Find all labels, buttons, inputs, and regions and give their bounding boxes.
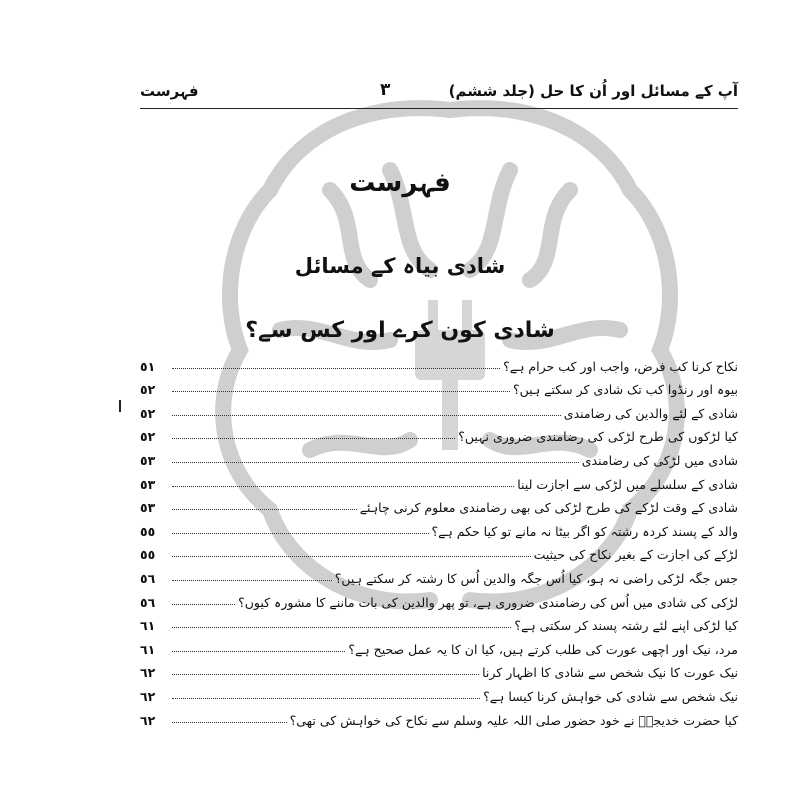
toc-row[interactable] xyxy=(140,539,738,563)
page-title: فہرست xyxy=(349,168,451,198)
toc-row[interactable] xyxy=(140,350,738,374)
toc-page-number: ٥٢ xyxy=(140,382,156,398)
toc-page-number: ٦٢ xyxy=(140,665,156,681)
chapter-title: شادی بیاہ کے مسائل xyxy=(294,254,506,278)
toc-page-number: ٥٣ xyxy=(140,452,156,468)
leader-dots xyxy=(172,698,480,699)
toc-entry-title: بیوہ اور رنڈوا کب تک شادی کر سکتے ہیں؟ xyxy=(512,382,738,398)
leader-dots xyxy=(172,580,332,581)
toc-entry-title: کیا لڑکوں کی طرح لڑکی کی رضامندی ضروری نہیں؟ xyxy=(458,429,738,445)
running-header xyxy=(140,80,738,108)
leader-dots xyxy=(172,462,579,463)
toc-page-number: ٥١ xyxy=(140,358,156,374)
toc-page-number: ٥٢ xyxy=(140,405,156,421)
page-number: ٣ xyxy=(380,80,391,100)
toc-page-number: ٥٦ xyxy=(140,594,156,610)
leader-dots xyxy=(172,415,561,416)
leader-dots xyxy=(172,486,514,487)
toc-row[interactable] xyxy=(140,374,738,398)
toc-row[interactable] xyxy=(140,492,738,516)
toc-entry-title: شادی کے وقت لڑکے کی طرح لڑکی کی بھی رضامندی معلوم کرنی چاہئے xyxy=(359,500,738,516)
toc-entry-title: کیا حضرت خدیجہؓ نے خود حضور صلی اللہ علیہ وسلم سے نکاح کی خواہش کی تھی؟ xyxy=(289,712,738,728)
toc-row[interactable] xyxy=(140,397,738,421)
toc-row[interactable] xyxy=(140,704,738,728)
toc-row[interactable] xyxy=(140,610,738,634)
toc-entry-title: کیا لڑکی اپنے لئے رشتہ پسند کر سکتی ہے؟ xyxy=(514,618,738,634)
toc-entry-title: مرد، نیک اور اچھی عورت کی طلب کرتے ہیں، کیا ان کا یہ عمل صحیح ہے؟ xyxy=(348,641,738,657)
toc-row[interactable] xyxy=(140,562,738,586)
toc-entry-title: شادی کے لئے والدین کی رضامندی xyxy=(563,405,738,421)
toc-page-number: ٥٥ xyxy=(140,523,156,539)
toc-entry-title: شادی میں لڑکی کی رضامندی xyxy=(581,452,738,468)
leader-dots xyxy=(172,674,479,675)
toc-row[interactable] xyxy=(140,633,738,657)
toc-page-number: ٦١ xyxy=(140,641,156,657)
toc-page-number: ٦٢ xyxy=(140,688,156,704)
toc-entry-title: نکاح کرنا کب فرض، واجب اور کب حرام ہے؟ xyxy=(503,358,738,374)
leader-dots xyxy=(172,533,429,534)
toc-entry-title: نیک شخص سے شادی کی خواہش کرنا کیسا ہے؟ xyxy=(483,688,738,704)
toc-row[interactable] xyxy=(140,515,738,539)
leader-dots xyxy=(172,651,345,652)
table-of-contents xyxy=(140,350,738,728)
toc-row[interactable] xyxy=(140,444,738,468)
toc-entry-title: جس جگہ لڑکی راضی نہ ہو، کیا اُس جگہ والدین اُس کا رشتہ کر سکتے ہیں؟ xyxy=(334,570,738,586)
toc-row[interactable] xyxy=(140,657,738,681)
leader-dots xyxy=(172,391,510,392)
leader-dots xyxy=(172,722,287,723)
toc-entry-title: لڑکے کی اجازت کے بغیر نکاح کی حیثیت xyxy=(533,547,738,563)
header-rule xyxy=(140,108,738,109)
leader-dots xyxy=(172,509,357,510)
leader-dots xyxy=(172,368,500,369)
toc-entry-title: شادی کے سلسلے میں لڑکی سے اجازت لینا xyxy=(517,476,738,492)
toc-page-number: ٥٣ xyxy=(140,476,156,492)
header-section: فہرست xyxy=(140,82,199,100)
leader-dots xyxy=(172,438,455,439)
toc-page-number: ٦٢ xyxy=(140,712,156,728)
toc-page-number: ٥٢ xyxy=(140,429,156,445)
section-title: شادی کون کرے اور کس سے؟ xyxy=(245,318,555,343)
toc-page-number: ٥٥ xyxy=(140,547,156,563)
leader-dots xyxy=(172,604,235,605)
toc-page-number: ٥٦ xyxy=(140,570,156,586)
toc-page-number: ٥٣ xyxy=(140,500,156,516)
leader-dots xyxy=(172,556,531,557)
book-title: آپ کے مسائل اور اُن کا حل (جلد ششم) xyxy=(448,82,738,100)
toc-entry-title: لڑکی کی شادی میں اُس کی رضامندی ضروری ہے، تو پھر والدین کی بات ماننے کا مشورہ کیوں؟ xyxy=(238,594,738,610)
toc-row[interactable] xyxy=(140,421,738,445)
toc-row[interactable] xyxy=(140,586,738,610)
toc-row[interactable] xyxy=(140,680,738,704)
margin-mark xyxy=(119,400,121,412)
toc-entry-title: نیک عورت کا نیک شخص سے شادی کا اظہار کرنا xyxy=(482,665,738,681)
leader-dots xyxy=(172,627,511,628)
toc-entry-title: والد کے پسند کردہ رشتہ کو اگر بیٹا نہ مانے تو کیا حکم ہے؟ xyxy=(431,523,738,539)
toc-row[interactable] xyxy=(140,468,738,492)
toc-page-number: ٦١ xyxy=(140,618,156,634)
